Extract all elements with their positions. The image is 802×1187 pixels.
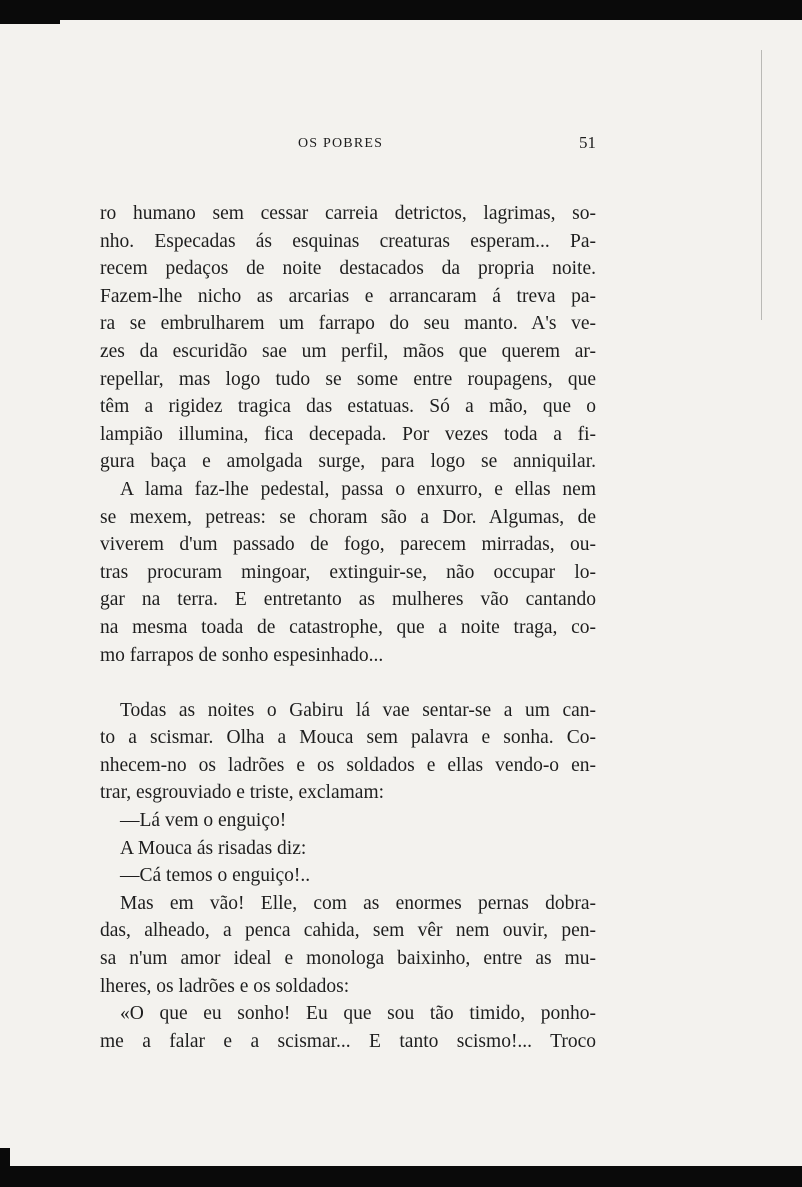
text-line: A lama faz-lhe pedestal, passa o enxurro, e ellas nem xyxy=(120,478,596,500)
text-line: nhecem-no os ladrões e os soldados e ellas vendo-o en- xyxy=(100,754,596,776)
text-line: viverem d'um passado de fogo, parecem mirradas, ou- xyxy=(100,534,596,556)
body-text xyxy=(100,200,596,1055)
text-line: Todas as noites o Gabiru lá vae sentar-se a um can- xyxy=(120,699,596,721)
text-line: «O que eu sonho! Eu que sou tão timido, ponho- xyxy=(120,1003,596,1025)
book-page xyxy=(100,130,596,1052)
text-line: gar na terra. E entretanto as mulheres vão cantando xyxy=(100,589,596,611)
text-line: gura baça e amolgada surge, para logo se anniquilar. xyxy=(100,451,596,473)
text-line: to a scismar. Olha a Mouca sem palavra e sonha. Co- xyxy=(100,727,596,749)
running-head xyxy=(100,130,596,170)
text-line: Fazem-lhe nicho as arcarias e arrancaram á treva pa- xyxy=(100,285,596,307)
text-line: se mexem, petreas: se choram são a Dor. Algumas, de xyxy=(100,506,596,528)
text-line: lampião illumina, fica decepada. Por vezes toda a fi- xyxy=(100,423,596,445)
page-number: 51 xyxy=(579,133,596,152)
text-line: A Mouca ás risadas diz: xyxy=(120,837,307,859)
text-line: me a falar e a scismar... E tanto scismo!... Troco xyxy=(100,1030,596,1052)
text-line: Mas em vão! Elle, com as enormes pernas dobra- xyxy=(120,892,596,914)
text-line: das, alheado, a penca cahida, sem vêr nem ouvir, pen- xyxy=(100,920,596,942)
text-line: lheres, os ladrões e os soldados: xyxy=(100,975,350,997)
scan-margin-line xyxy=(761,50,762,320)
scan-top-edge-step xyxy=(0,18,60,24)
scan-bottom-edge-tab xyxy=(0,1148,10,1168)
text-line: trar, esgrouviado e triste, exclamam: xyxy=(100,782,385,804)
text-line: na mesma toada de catastrophe, que a noite traga, co- xyxy=(100,616,596,638)
text-line: sa n'um amor ideal e monologa baixinho, entre as mu- xyxy=(100,948,596,970)
text-line: ra se embrulharem um farrapo do seu manto. A's ve- xyxy=(100,313,596,335)
text-line: ro humano sem cessar carreia detrictos, lagrimas, so- xyxy=(100,203,596,224)
text-line: repellar, mas logo tudo se some entre roupagens, que xyxy=(100,368,596,390)
text-line: —Lá vem o enguiço! xyxy=(120,810,287,832)
text-line: mo farrapos de sonho espesinhado... xyxy=(100,644,384,666)
scan-bottom-edge xyxy=(0,1166,802,1187)
text-line: nho. Especadas ás esquinas creaturas esperam... Pa- xyxy=(100,230,596,252)
text-line: tras procuram mingoar, extinguir-se, não occupar lo- xyxy=(100,561,596,583)
paragraph-gap xyxy=(100,669,596,697)
running-title: OS POBRES xyxy=(298,136,384,151)
text-line: recem pedaços de noite destacados da propria noite. xyxy=(100,258,596,280)
scan-top-edge xyxy=(0,0,802,20)
text-line: —Cá temos o enguiço!.. xyxy=(120,865,311,887)
text-line: têm a rigidez tragica das estatuas. Só a mão, que o xyxy=(100,396,596,418)
text-line: zes da escuridão sae um perfil, mãos que querem ar- xyxy=(100,340,596,362)
